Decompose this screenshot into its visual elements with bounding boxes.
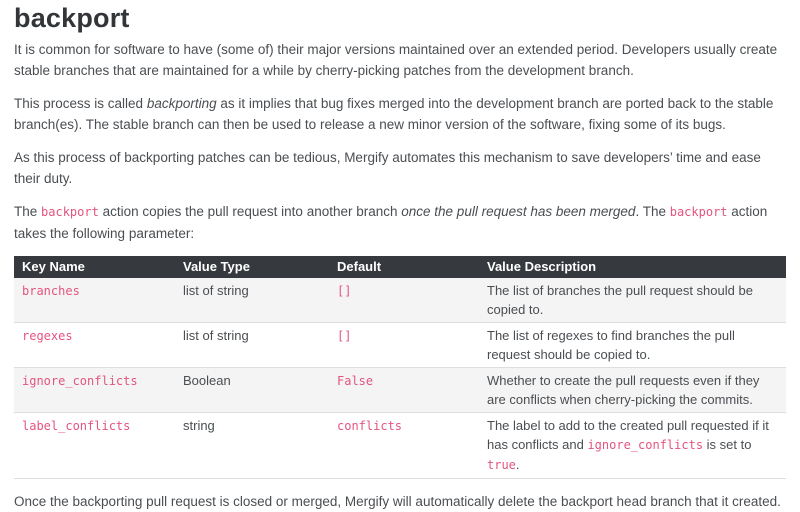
key-cell [14,413,175,479]
type-cell: Boolean [175,368,329,413]
description-cell: The list of regexes to find branches the pull request should be copied to. [479,323,786,368]
param-name-code: branches [22,284,80,298]
column-header-value-type: Value Type [175,256,329,278]
column-header-key-name: Key Name [14,256,175,278]
table-header [14,256,786,278]
backporting-definition-paragraph: This process is called backporting as it implies that bug fixes merged into the development branch are ported back to the stable branch(es). The stable branch can then be used to release a new minor version of the software, fixing some of its bugs. [14,96,774,132]
default-cell [329,368,479,413]
table-row-ignore-conflicts [14,368,786,413]
key-cell [14,368,175,413]
closing-paragraph: Once the backporting pull request is closed or merged, Mergify will automatically delete the backport head branch that it created. [14,494,781,509]
param-name-code: regexes [22,329,73,343]
column-header-default: Default [329,256,479,278]
column-header-value-description: Value Description [479,256,786,278]
table-row-branches [14,278,786,323]
param-name-code: label_conflicts [22,419,131,433]
default-cell [329,323,479,368]
description-cell: The label to add to the created pull requested if it has conflicts and ignore_conflicts is set to true. [479,413,786,479]
key-cell [14,278,175,323]
default-value-code: conflicts [337,419,403,433]
parameters-table [14,256,786,479]
table-row-regexes [14,323,786,368]
description-cell: Whether to create the pull requests even if they are conflicts when cherry-picking the commits. [479,368,786,413]
action-description-paragraph: The backport action copies the pull request into another branch once the pull request has been merged. The backport action takes the following parameter: [14,204,768,241]
default-cell [329,413,479,479]
type-cell: list of string [175,323,329,368]
page-title: backport [14,3,130,33]
automation-paragraph: As this process of backporting patches can be tedious, Mergify automates this mechanism to save developers’ time and ease their duty. [14,150,761,186]
description-cell: The list of branches the pull request should be copied to. [479,278,786,323]
key-cell [14,323,175,368]
table-row-label-conflicts [14,413,786,479]
default-cell [329,278,479,323]
intro-paragraph: It is common for software to have (some of) their major versions maintained over an extended period. Developers usually create stable branches that are maintained for a while by cherry-picking patches from the development branch. [14,42,778,78]
type-cell: list of string [175,278,329,323]
type-cell: string [175,413,329,479]
default-value-code: [] [337,284,352,298]
param-name-code: ignore_conflicts [22,374,138,388]
default-value-code: False [337,374,374,388]
default-value-code: [] [337,329,352,343]
